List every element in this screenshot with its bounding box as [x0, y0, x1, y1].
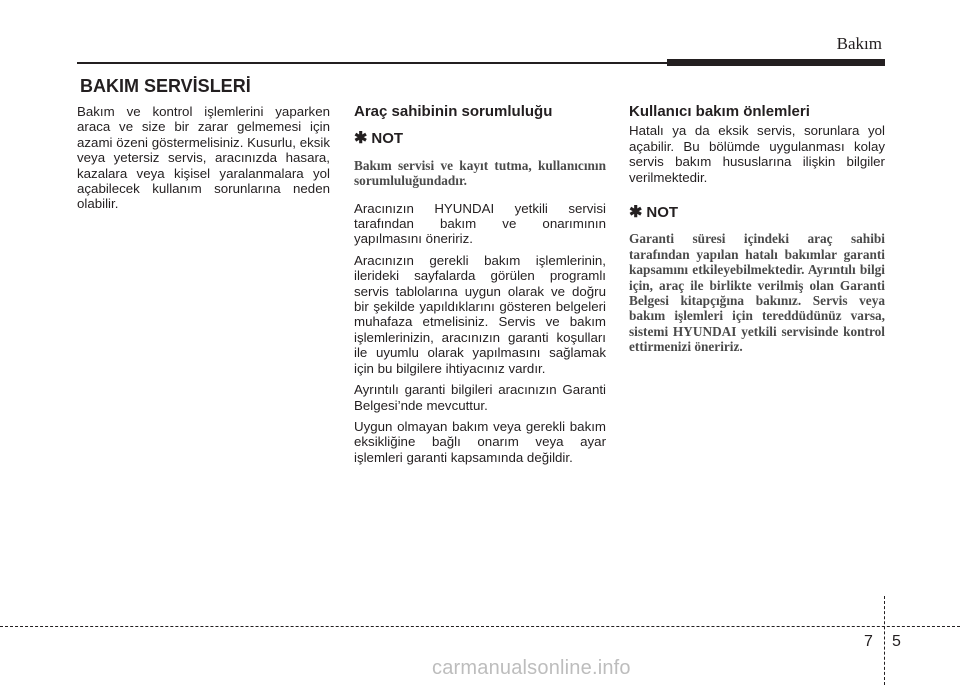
note-header — [629, 205, 885, 220]
paragraph: Aracınızın HYUNDAI yetkili servisi tarafından bakım ve onarımının yapılmasını öneririz. — [354, 200, 606, 247]
header-title: Bakım — [836, 34, 882, 53]
paragraph: Aracınızın gerekli bakım işlemlerinin, ilerideki sayfalarda görülen programlı servis tablolarına uygun olarak ve doğru bir şekilde yapıldıklarını gösteren belgeleri muhafaza etmelisiniz. Servis ve bakım işlemlerinizin, aracınızın garanti koşulları ile uyumlu olarak yapılmasını sağlamak için bu bilgilere ihtiyacınız vardır. — [354, 252, 606, 376]
paragraph: Hatalı ya da eksik servis, sorunlara yol açabilir. Bu bölümde uygulanması kolay servis bakım hususlarına ilişkin bilgiler verilmektedir. — [629, 123, 885, 185]
paragraph: Uygun olmayan bakım veya gerekli bakım eksikliğine bağlı onarım veya ayar işlemleri garanti kapsamında değildir. — [354, 418, 606, 465]
column-2 — [354, 104, 606, 471]
column-3 — [629, 104, 885, 367]
paragraph: Ayrıntılı garanti bilgileri aracınızın Garanti Belgesi’nde mevcuttur. — [354, 382, 606, 413]
note-label: NOT — [646, 204, 679, 222]
note-text: Garanti süresi içindeki araç sahibi tarafından yapılan hatalı bakımlar garanti kapsamını etkileyebilmektedir. Ayrıntılı bilgi için, araç ile birlikte verilmiş olan Garanti Belgesi kitapçığına bakınız. Servis veya bakım işlemleri için tereddüdünüz varsa, sistemi HYUNDAI yetkili servisinde kontrol ettirmenizi öneririz. — [629, 231, 885, 355]
column-1 — [77, 104, 330, 218]
header-rule — [77, 62, 667, 64]
page-number: 5 — [892, 633, 901, 650]
section-title: BAKIM SERVİSLERİ — [80, 76, 251, 96]
note-header — [354, 131, 606, 146]
user-maintenance-heading: Kullanıcı bakım önlemleri — [629, 103, 810, 120]
watermark: carmanualsonline.info — [432, 657, 631, 679]
footer-vertical-dashed-line — [884, 596, 885, 685]
footer-dashed-line — [0, 626, 960, 627]
note-text: Bakım servisi ve kayıt tutma, kullanıcının sorumluluğundadır. — [354, 157, 606, 189]
owner-responsibility-heading: Araç sahibinin sorumluluğu — [354, 103, 553, 120]
header-rule-thick — [667, 59, 885, 66]
intro-paragraph: Bakım ve kontrol işlemlerini yaparken araca ve size bir zarar gelmemesi için azami özeni göstermelisiniz. Kusurlu, eksik veya yetersiz servis, aracınızda hasara, kazalara veya kişisel yaralanmalara yol açabilecek kullanım sorunlarına neden olabilir. — [77, 104, 330, 212]
asterisk-note-icon: ✱ — [629, 204, 643, 222]
chapter-number: 7 — [864, 633, 873, 650]
note-label: NOT — [371, 130, 404, 148]
asterisk-note-icon: ✱ — [354, 130, 368, 148]
